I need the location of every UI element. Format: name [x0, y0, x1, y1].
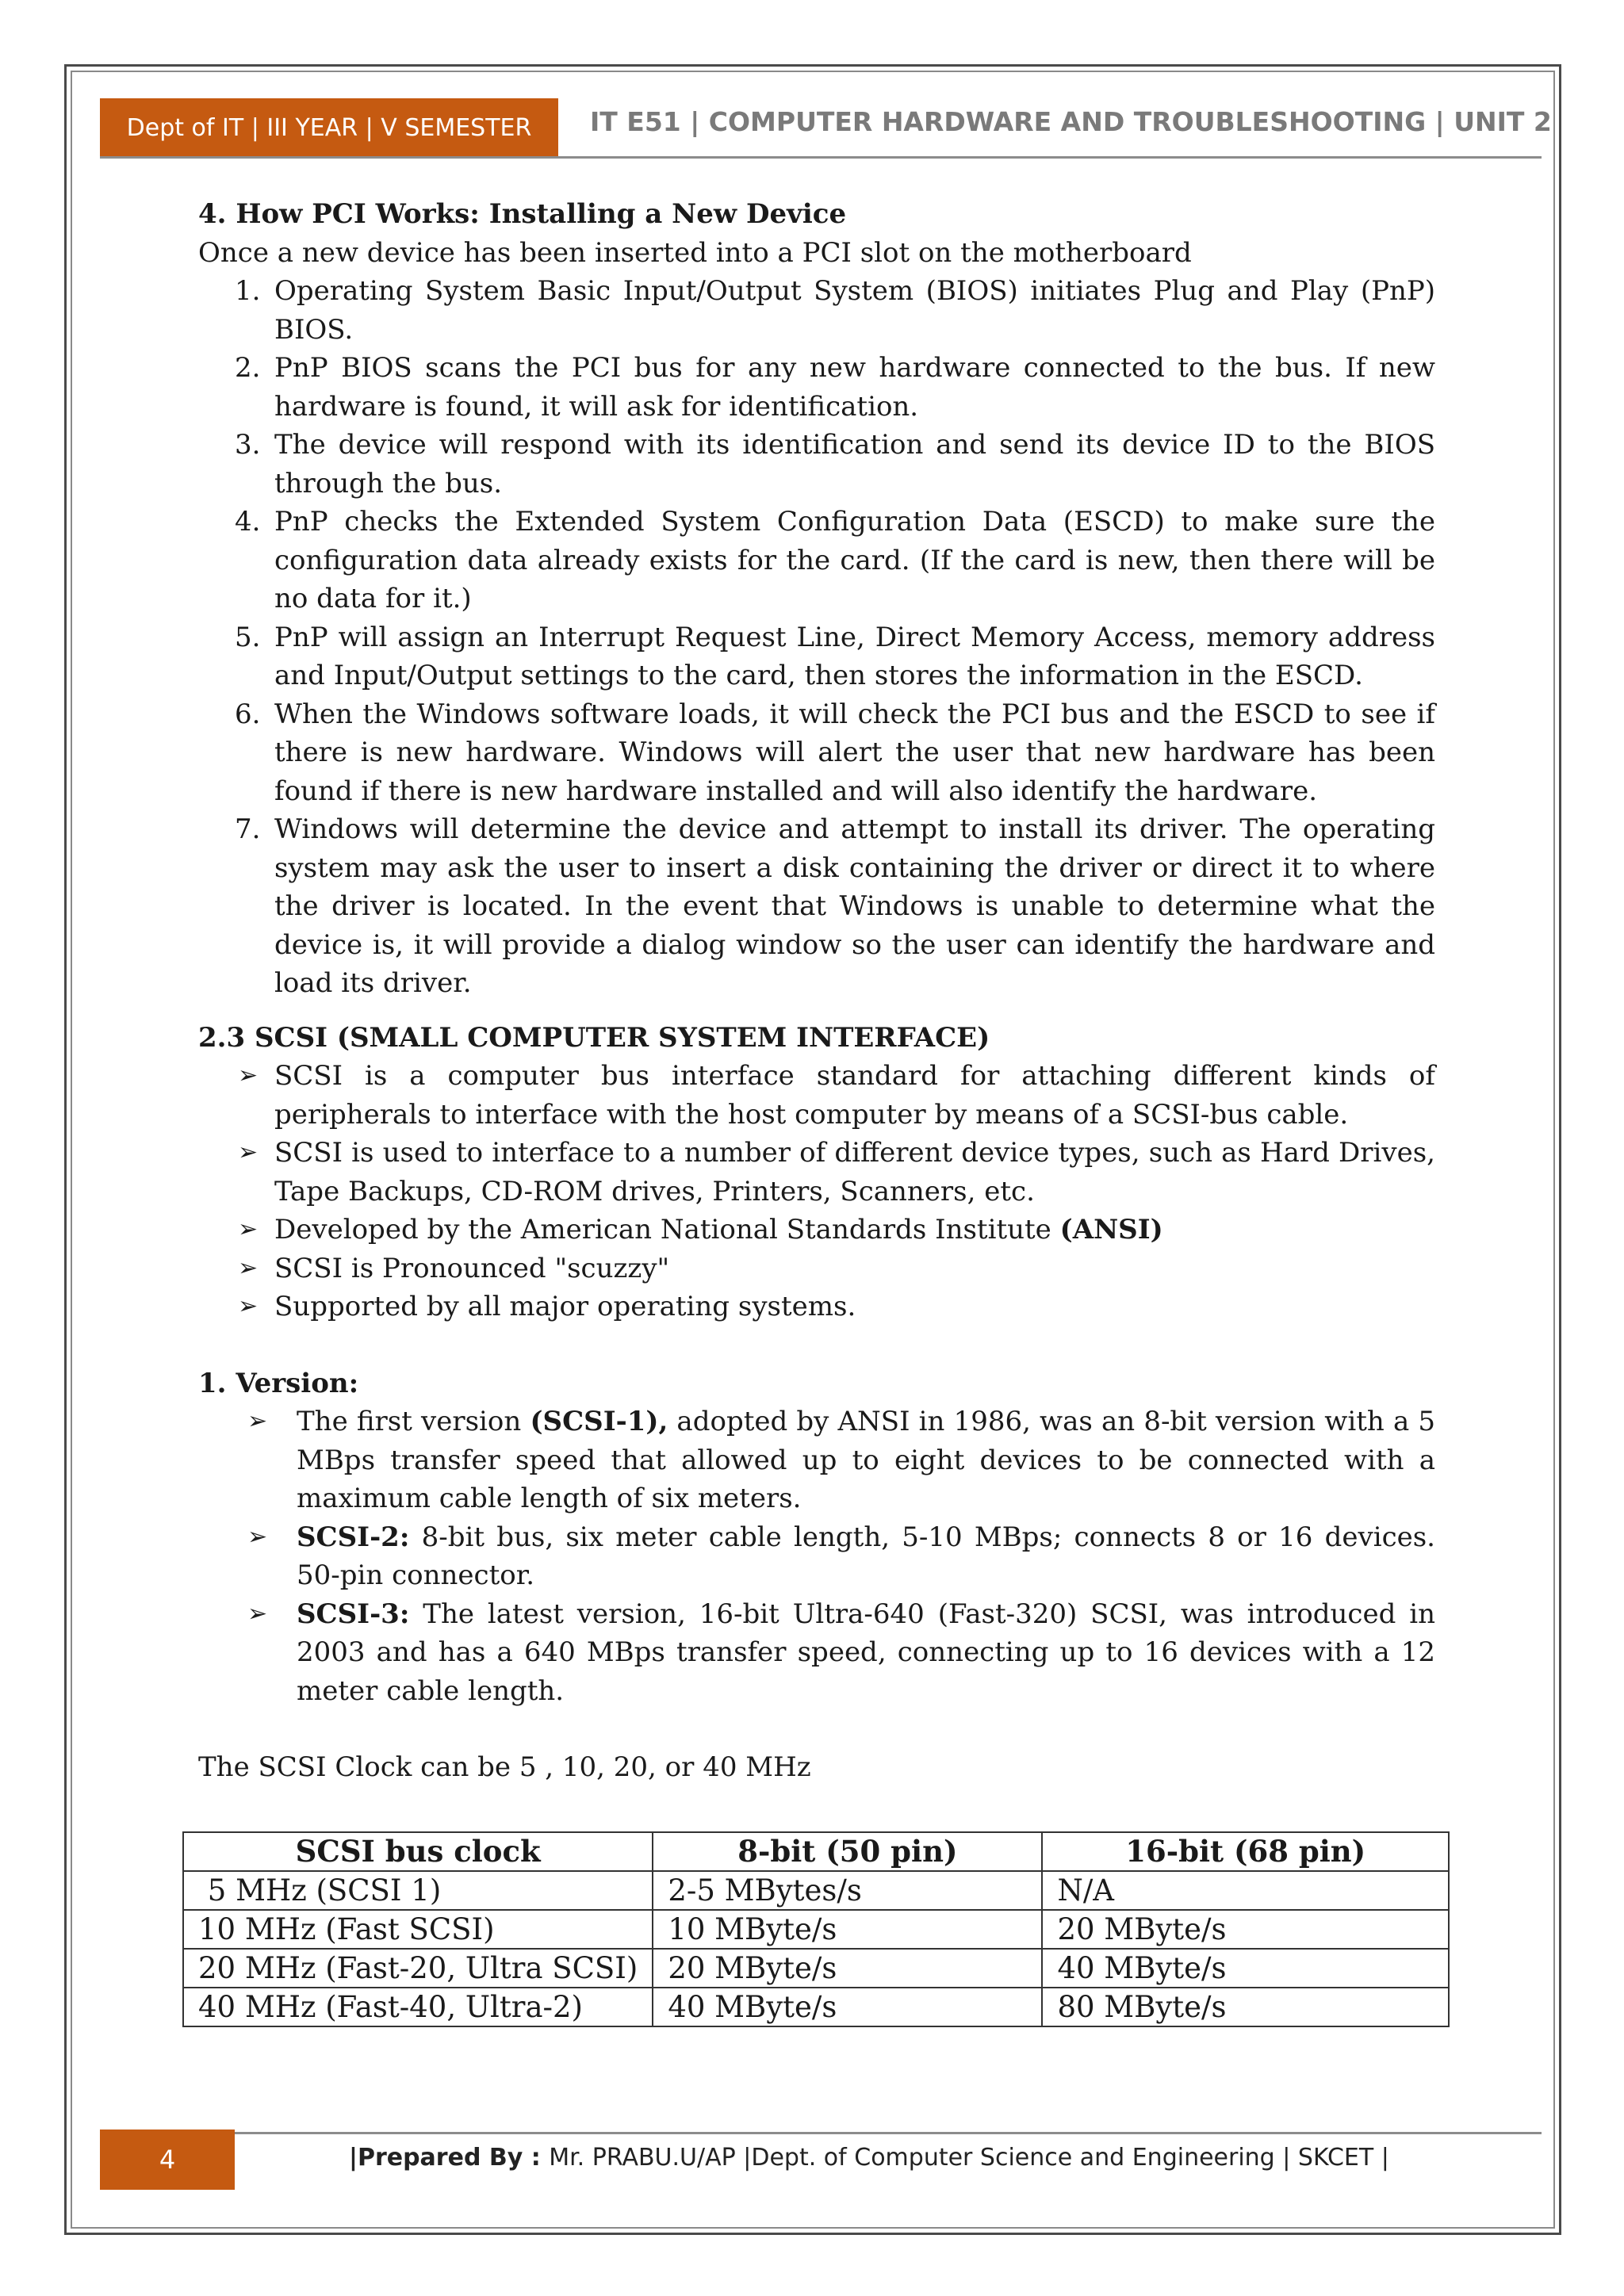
- arrow-bullet-icon: ➢: [238, 1138, 259, 1166]
- scsi-clock-table: [182, 1831, 1450, 2027]
- list-item: [198, 695, 1435, 811]
- list-text: SCSI is a computer bus interface standard for attaching different kinds of peripherals to interface with the host computer by means of a SCSI-bus cable.: [274, 1060, 1435, 1131]
- table-cell: 80 MByte/s: [1042, 1988, 1449, 2026]
- list-item: [198, 503, 1435, 618]
- scsi1-bold: (SCSI-1),: [530, 1406, 668, 1437]
- list-text: Developed by the American National Standards Institute: [274, 1214, 1060, 1246]
- arrow-bullet-icon: ➢: [247, 1407, 268, 1435]
- footer-rule: [100, 2132, 1542, 2134]
- list-number: 7.: [235, 813, 261, 845]
- list-text: PnP checks the Extended System Configuration Data (ESCD) to make sure the configuration data already exists for the card. (If the card is new, then there will be no data for it.): [274, 506, 1435, 614]
- scsi-bullets-list: [198, 1057, 1435, 1326]
- list-text: adopted by ANSI in 1986, was an 8-bit version with a 5 MBps transfer speed that allowed up to eight devices to be connected with a maximum cable length of six meters.: [297, 1406, 1435, 1514]
- list-text: Supported by all major operating systems.: [274, 1291, 856, 1322]
- table-cell: 20 MHz (Fast-20, Ultra SCSI): [183, 1949, 653, 1988]
- pci-intro: Once a new device has been inserted into a PCI slot on the motherboard: [198, 236, 1192, 269]
- list-text: PnP BIOS scans the PCI bus for any new hardware connected to the bus. If new hardware is found, it will ask for identification.: [274, 352, 1435, 423]
- arrow-bullet-icon: ➢: [247, 1522, 268, 1551]
- header-course-title: IT E51 | COMPUTER HARDWARE AND TROUBLESHOOTING | UNIT 2: [590, 106, 1552, 137]
- list-item: [198, 1211, 1435, 1249]
- list-item: [198, 1518, 1435, 1595]
- list-number: 6.: [235, 698, 261, 730]
- list-text: The device will respond with its identification and send its device ID to the BIOS through the bus.: [274, 429, 1435, 499]
- arrow-bullet-icon: ➢: [238, 1292, 259, 1320]
- table-cell: 2-5 MBytes/s: [653, 1871, 1042, 1910]
- table-header-cell: 8-bit (50 pin): [653, 1832, 1042, 1871]
- table-header-row: [183, 1832, 1449, 1871]
- table-row: [183, 1910, 1449, 1949]
- list-item: [198, 349, 1435, 426]
- scsi3-bold: SCSI-3:: [297, 1598, 410, 1630]
- list-number: 1.: [235, 275, 261, 307]
- list-text: The first version: [297, 1406, 530, 1437]
- prepared-by-label: |Prepared By :: [349, 2144, 550, 2172]
- list-item: [198, 1249, 1435, 1288]
- list-item: [198, 1402, 1435, 1518]
- table-cell: 20 MByte/s: [653, 1949, 1042, 1988]
- list-item: [198, 426, 1435, 503]
- table-cell: 10 MHz (Fast SCSI): [183, 1910, 653, 1949]
- arrow-bullet-icon: ➢: [238, 1253, 259, 1282]
- list-text: The latest version, 16-bit Ultra-640 (Fast-320) SCSI, was introduced in 2003 and has a 640 MBps transfer speed, connecting up to 16 devices with a 12 meter cable length.: [297, 1598, 1435, 1707]
- arrow-bullet-icon: ➢: [247, 1599, 268, 1628]
- list-item: [198, 810, 1435, 1003]
- list-number: 2.: [235, 352, 261, 384]
- header-dept-tab: Dept of IT | III YEAR | V SEMESTER: [100, 98, 558, 157]
- list-item: [198, 272, 1435, 349]
- arrow-bullet-icon: ➢: [238, 1215, 259, 1243]
- table-cell: 5 MHz (SCSI 1): [183, 1871, 653, 1910]
- list-text: SCSI is used to interface to a number of different device types, such as Hard Drives, Tape Backups, CD-ROM drives, Printers, Scanners, etc.: [274, 1137, 1435, 1207]
- list-item: [198, 1288, 1435, 1326]
- list-item: [198, 618, 1435, 695]
- scsi2-bold: SCSI-2:: [297, 1521, 410, 1553]
- ansi-bold: (ANSI): [1059, 1214, 1163, 1246]
- pci-steps-list: [198, 272, 1435, 1003]
- list-number: 5.: [235, 621, 261, 653]
- version-heading: 1. Version:: [198, 1367, 359, 1399]
- list-number: 3.: [235, 429, 261, 461]
- table-cell: 10 MByte/s: [653, 1910, 1042, 1949]
- clock-text: The SCSI Clock can be 5 , 10, 20, or 40 MHz: [198, 1751, 811, 1783]
- list-item: [198, 1134, 1435, 1211]
- table-row: [183, 1988, 1449, 2026]
- table-header-cell: SCSI bus clock: [183, 1832, 653, 1871]
- list-text: Operating System Basic Input/Output System (BIOS) initiates Plug and Play (PnP) BIOS.: [274, 275, 1435, 346]
- table-cell: 40 MByte/s: [1042, 1949, 1449, 1988]
- list-number: 4.: [235, 506, 261, 538]
- pci-heading: 4. How PCI Works: Installing a New Device: [198, 198, 847, 230]
- table-row: [183, 1871, 1449, 1910]
- list-item: [198, 1595, 1435, 1711]
- scsi-heading: 2.3 SCSI (SMALL COMPUTER SYSTEM INTERFACE): [198, 1021, 990, 1054]
- list-item: [198, 1057, 1435, 1134]
- table-header-cell: 16-bit (68 pin): [1042, 1832, 1449, 1871]
- table-cell: N/A: [1042, 1871, 1449, 1910]
- page-number: 4: [100, 2130, 235, 2190]
- list-text: When the Windows software loads, it will check the PCI bus and the ESCD to see if there is new hardware. Windows will alert the user that new hardware has been found if there is new hardware installed and will also identify the hardware.: [274, 698, 1435, 807]
- version-list: [198, 1402, 1435, 1710]
- page-content: [198, 195, 1435, 1787]
- list-text: PnP will assign an Interrupt Request Line, Direct Memory Access, memory address and Input/Output settings to the card, then stores the information in the ESCD.: [274, 621, 1435, 691]
- header-rule: [100, 156, 1542, 159]
- table-row: [183, 1949, 1449, 1988]
- table-cell: 20 MByte/s: [1042, 1910, 1449, 1949]
- prepared-by-text: Mr. PRABU.U/AP |Dept. of Computer Science and Engineering | SKCET |: [549, 2144, 1389, 2172]
- list-text: 8-bit bus, six meter cable length, 5-10 MBps; connects 8 or 16 devices. 50-pin connector.: [297, 1521, 1435, 1591]
- list-text: Windows will determine the device and attempt to install its driver. The operating system may ask the user to insert a disk containing the driver or direct it to where the driver is located. In the event that Windows is unable to determine what the device is, it will provide a dialog window so the user can identify the hardware and load its driver.: [274, 813, 1435, 999]
- table-cell: 40 MHz (Fast-40, Ultra-2): [183, 1988, 653, 2026]
- list-text: SCSI is Pronounced "scuzzy": [274, 1252, 670, 1284]
- table-cell: 40 MByte/s: [653, 1988, 1042, 2026]
- arrow-bullet-icon: ➢: [238, 1062, 259, 1089]
- footer-credit: [349, 2144, 1507, 2172]
